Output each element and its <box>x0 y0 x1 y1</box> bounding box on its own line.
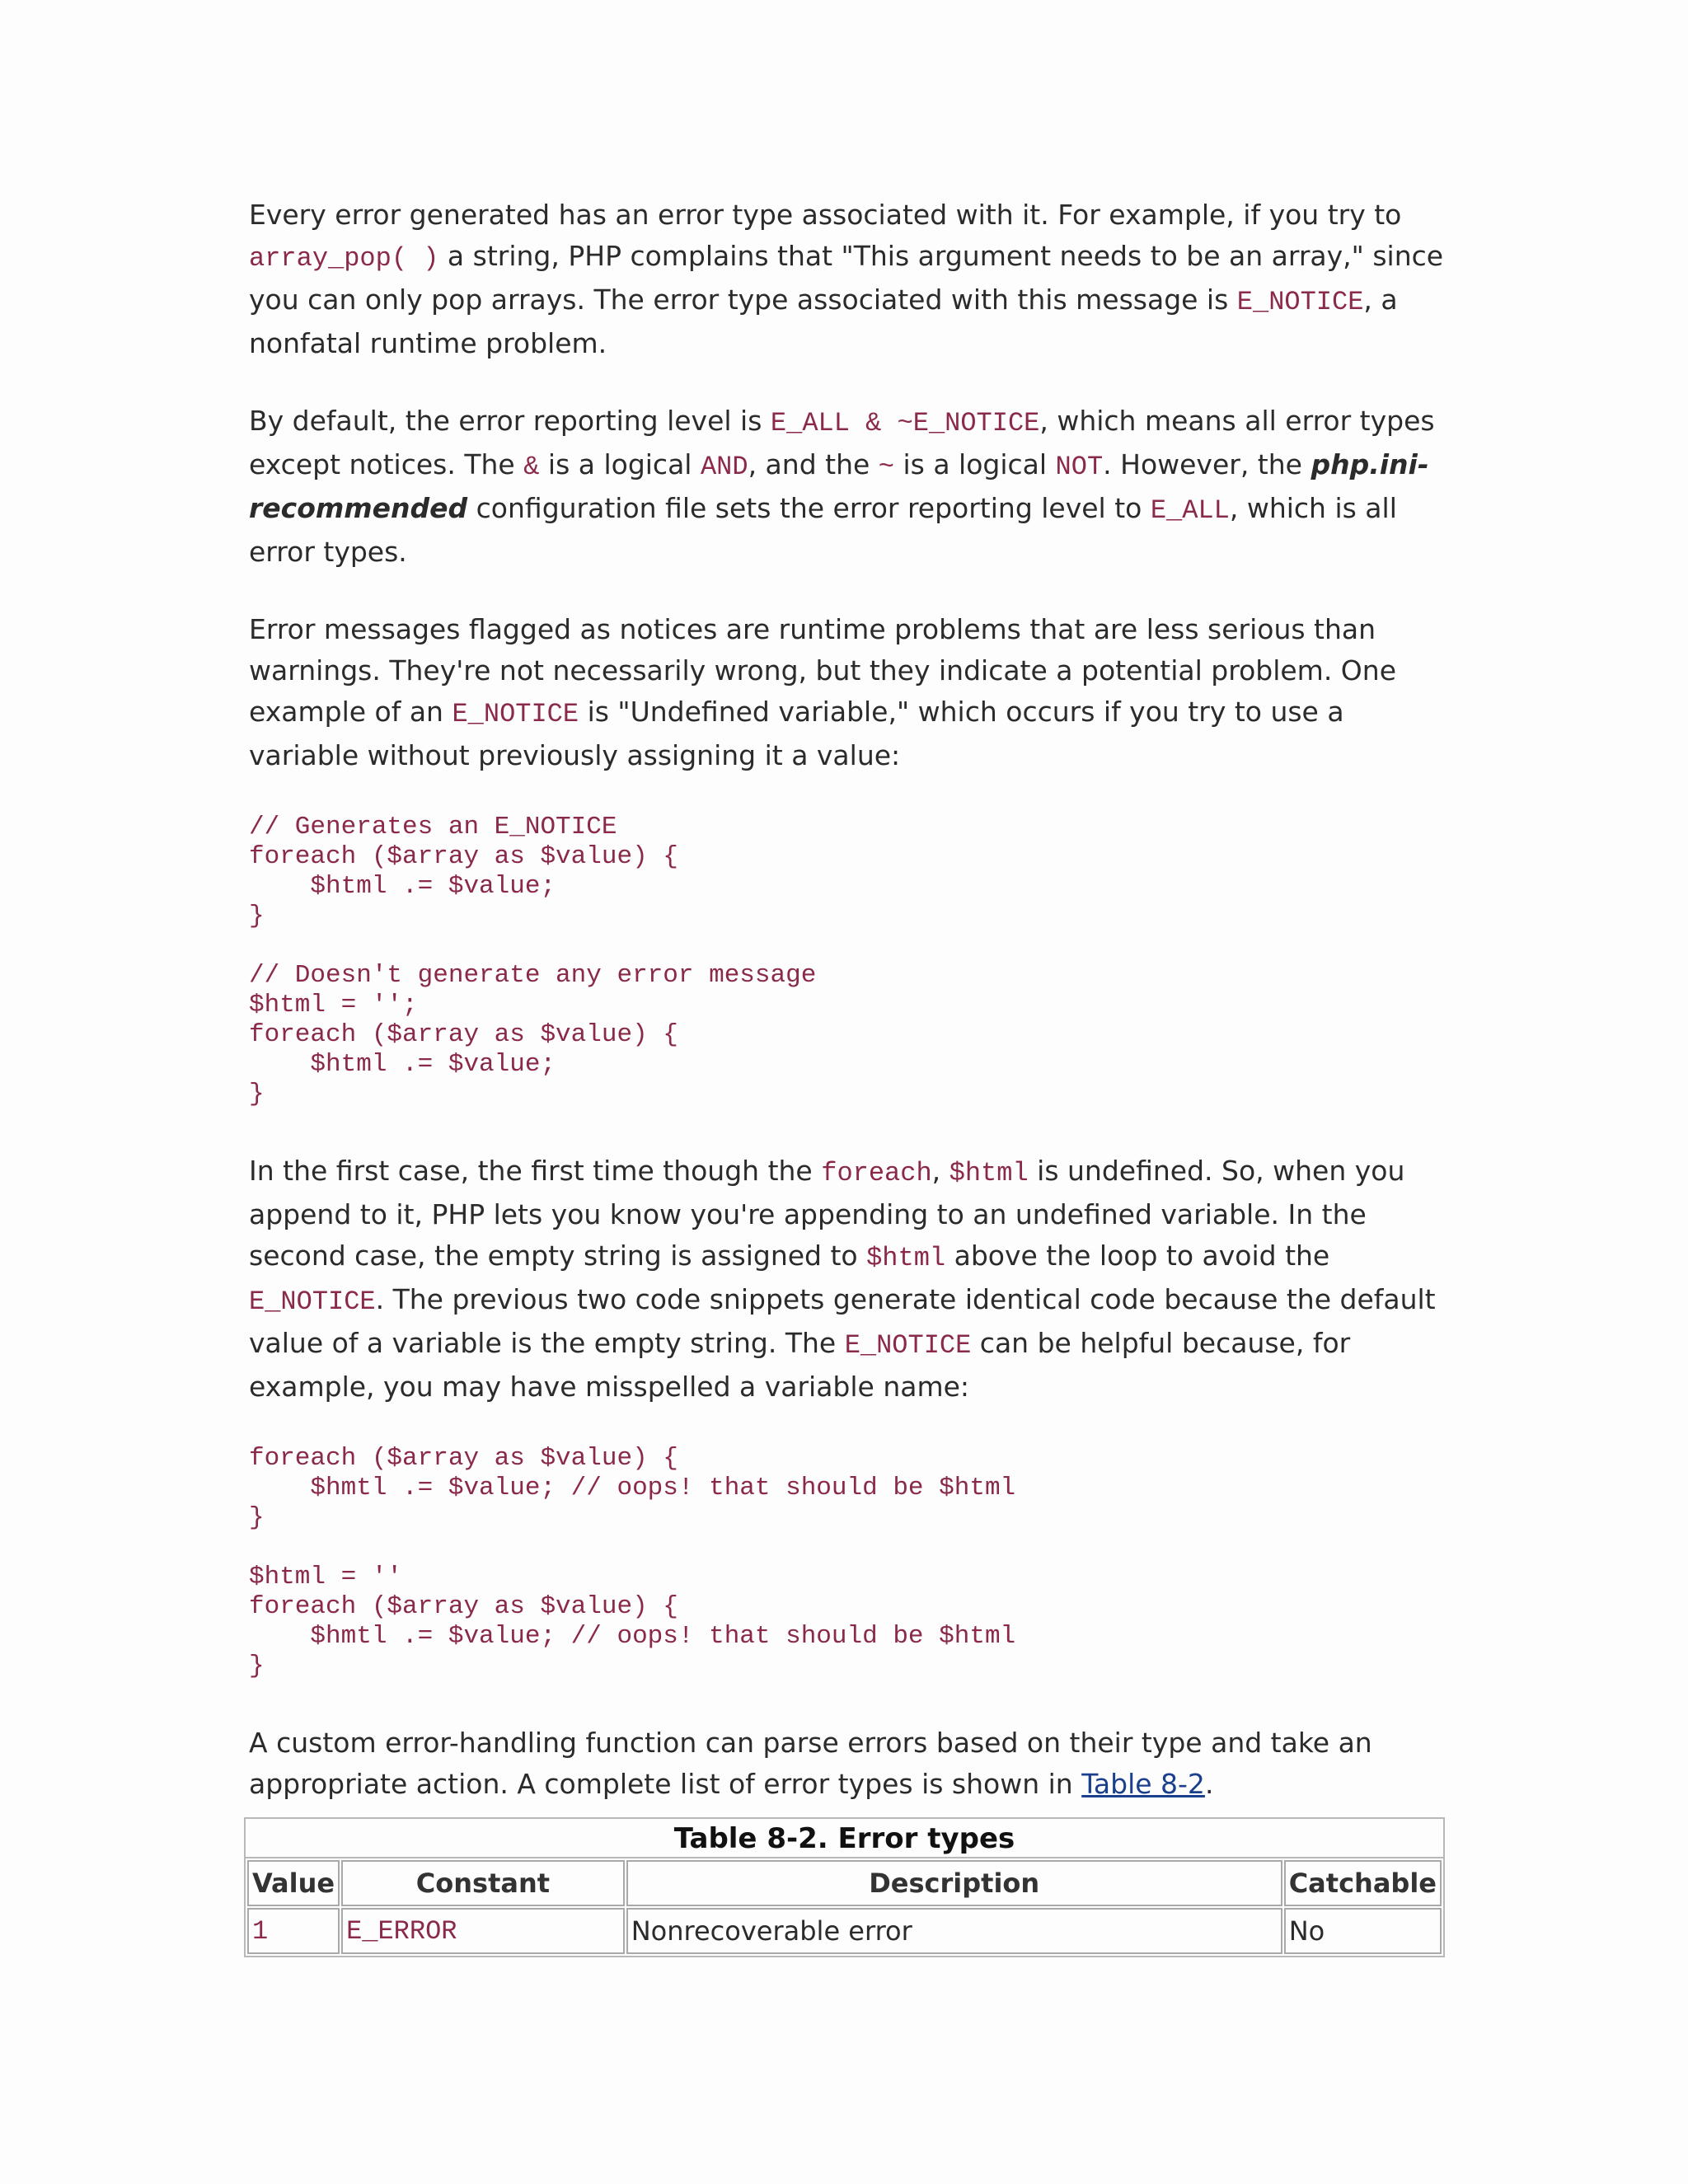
filename-term: php.ini-recommended <box>249 448 1429 524</box>
error-types-table <box>244 1817 1445 1957</box>
inline-code: E_NOTICE <box>452 699 579 729</box>
inline-code: $html <box>866 1243 946 1273</box>
paragraph-explanation: In the first case, the first time though the foreach, $html is undefined. So, when you append to it, PHP lets you know you're appending to an undefined variable. In the second case, the empty string is assigned to $html above the loop to avoid the E_NOTICE. The previous two code snippets generate identical code because the default value of a variable is the empty string. The E_NOTICE can be helpful because, for example, you may have misspelled a variable name: <box>249 1155 1436 1403</box>
table-8-2-link[interactable]: Table 8-2 <box>1081 1768 1205 1800</box>
column-header-constant: Constant <box>341 1860 625 1906</box>
code-block: foreach ($array as $value) { $hmtl .= $value; // oops! that should be $html } <box>249 1444 1016 1532</box>
code-block: // Generates an E_NOTICE foreach ($array as $value) { $html .= $value; } <box>249 813 678 930</box>
inline-code: E_NOTICE <box>1236 287 1364 317</box>
cell-description: Nonrecoverable error <box>626 1908 1282 1954</box>
paragraph-default-level: By default, the error reporting level is E_ALL & ~E_NOTICE, which means all error types except notices. The & is a logical AND, and the ~ is a logical NOT. However, the php.ini-recommended configuration file sets the error reporting level to E_ALL, which is all error types. <box>249 405 1435 568</box>
table-caption: Table 8-2. Error types <box>244 1817 1445 1857</box>
cell-value: 1 <box>247 1908 340 1954</box>
code-example-undefined-variable <box>249 813 1444 1109</box>
inline-code: AND <box>700 452 748 482</box>
column-header-catchable: Catchable <box>1284 1860 1442 1906</box>
inline-code: $html <box>949 1158 1029 1188</box>
column-header-description: Description <box>626 1860 1282 1906</box>
inline-code: E_NOTICE <box>249 1286 376 1317</box>
inline-code: ~ <box>878 452 894 482</box>
code-example-misspelled-variable <box>249 1444 1444 1681</box>
code-block: // Doesn't generate any error message $html = ''; foreach ($array as $value) { $html .= $value; } <box>249 961 817 1108</box>
paragraph-error-types-intro: Every error generated has an error type associated with it. For example, if you try to array_pop( ) a string, PHP complains that "This argument needs to be an array," since you can only pop arrays. The error type associated with this message is E_NOTICE, a nonfatal runtime problem. <box>249 199 1444 359</box>
inline-code: E_ALL <box>1150 495 1230 526</box>
paragraph-notices: Error messages flagged as notices are runtime problems that are less serious than warnings. They're not necessarily wrong, but they indicate a potential problem. One example of an E_NOTICE is "Undefined variable," which occurs if you try to use a variable without previously assigning it a value: <box>249 613 1396 771</box>
inline-code: foreach <box>821 1158 932 1188</box>
inline-code: & <box>523 452 540 482</box>
cell-catchable: No <box>1284 1908 1442 1954</box>
table-row <box>247 1908 1442 1954</box>
inline-code: array_pop( ) <box>249 243 439 274</box>
column-header-value: Value <box>247 1860 340 1906</box>
document-body <box>249 194 1444 1841</box>
table-header-row <box>247 1860 1442 1906</box>
paragraph-custom-handler: A custom error-handling function can parse errors based on their type and take an appropriate action. A complete list of error types is shown in Table 8-2. <box>249 1727 1372 1800</box>
inline-code: E_NOTICE <box>844 1330 972 1361</box>
inline-code: NOT <box>1055 452 1104 482</box>
inline-code: E_ALL & ~E_NOTICE <box>770 408 1040 438</box>
code-block: $html = '' foreach ($array as $value) { $hmtl .= $value; // oops! that should be $html } <box>249 1563 1016 1680</box>
cell-constant: E_ERROR <box>341 1908 625 1954</box>
